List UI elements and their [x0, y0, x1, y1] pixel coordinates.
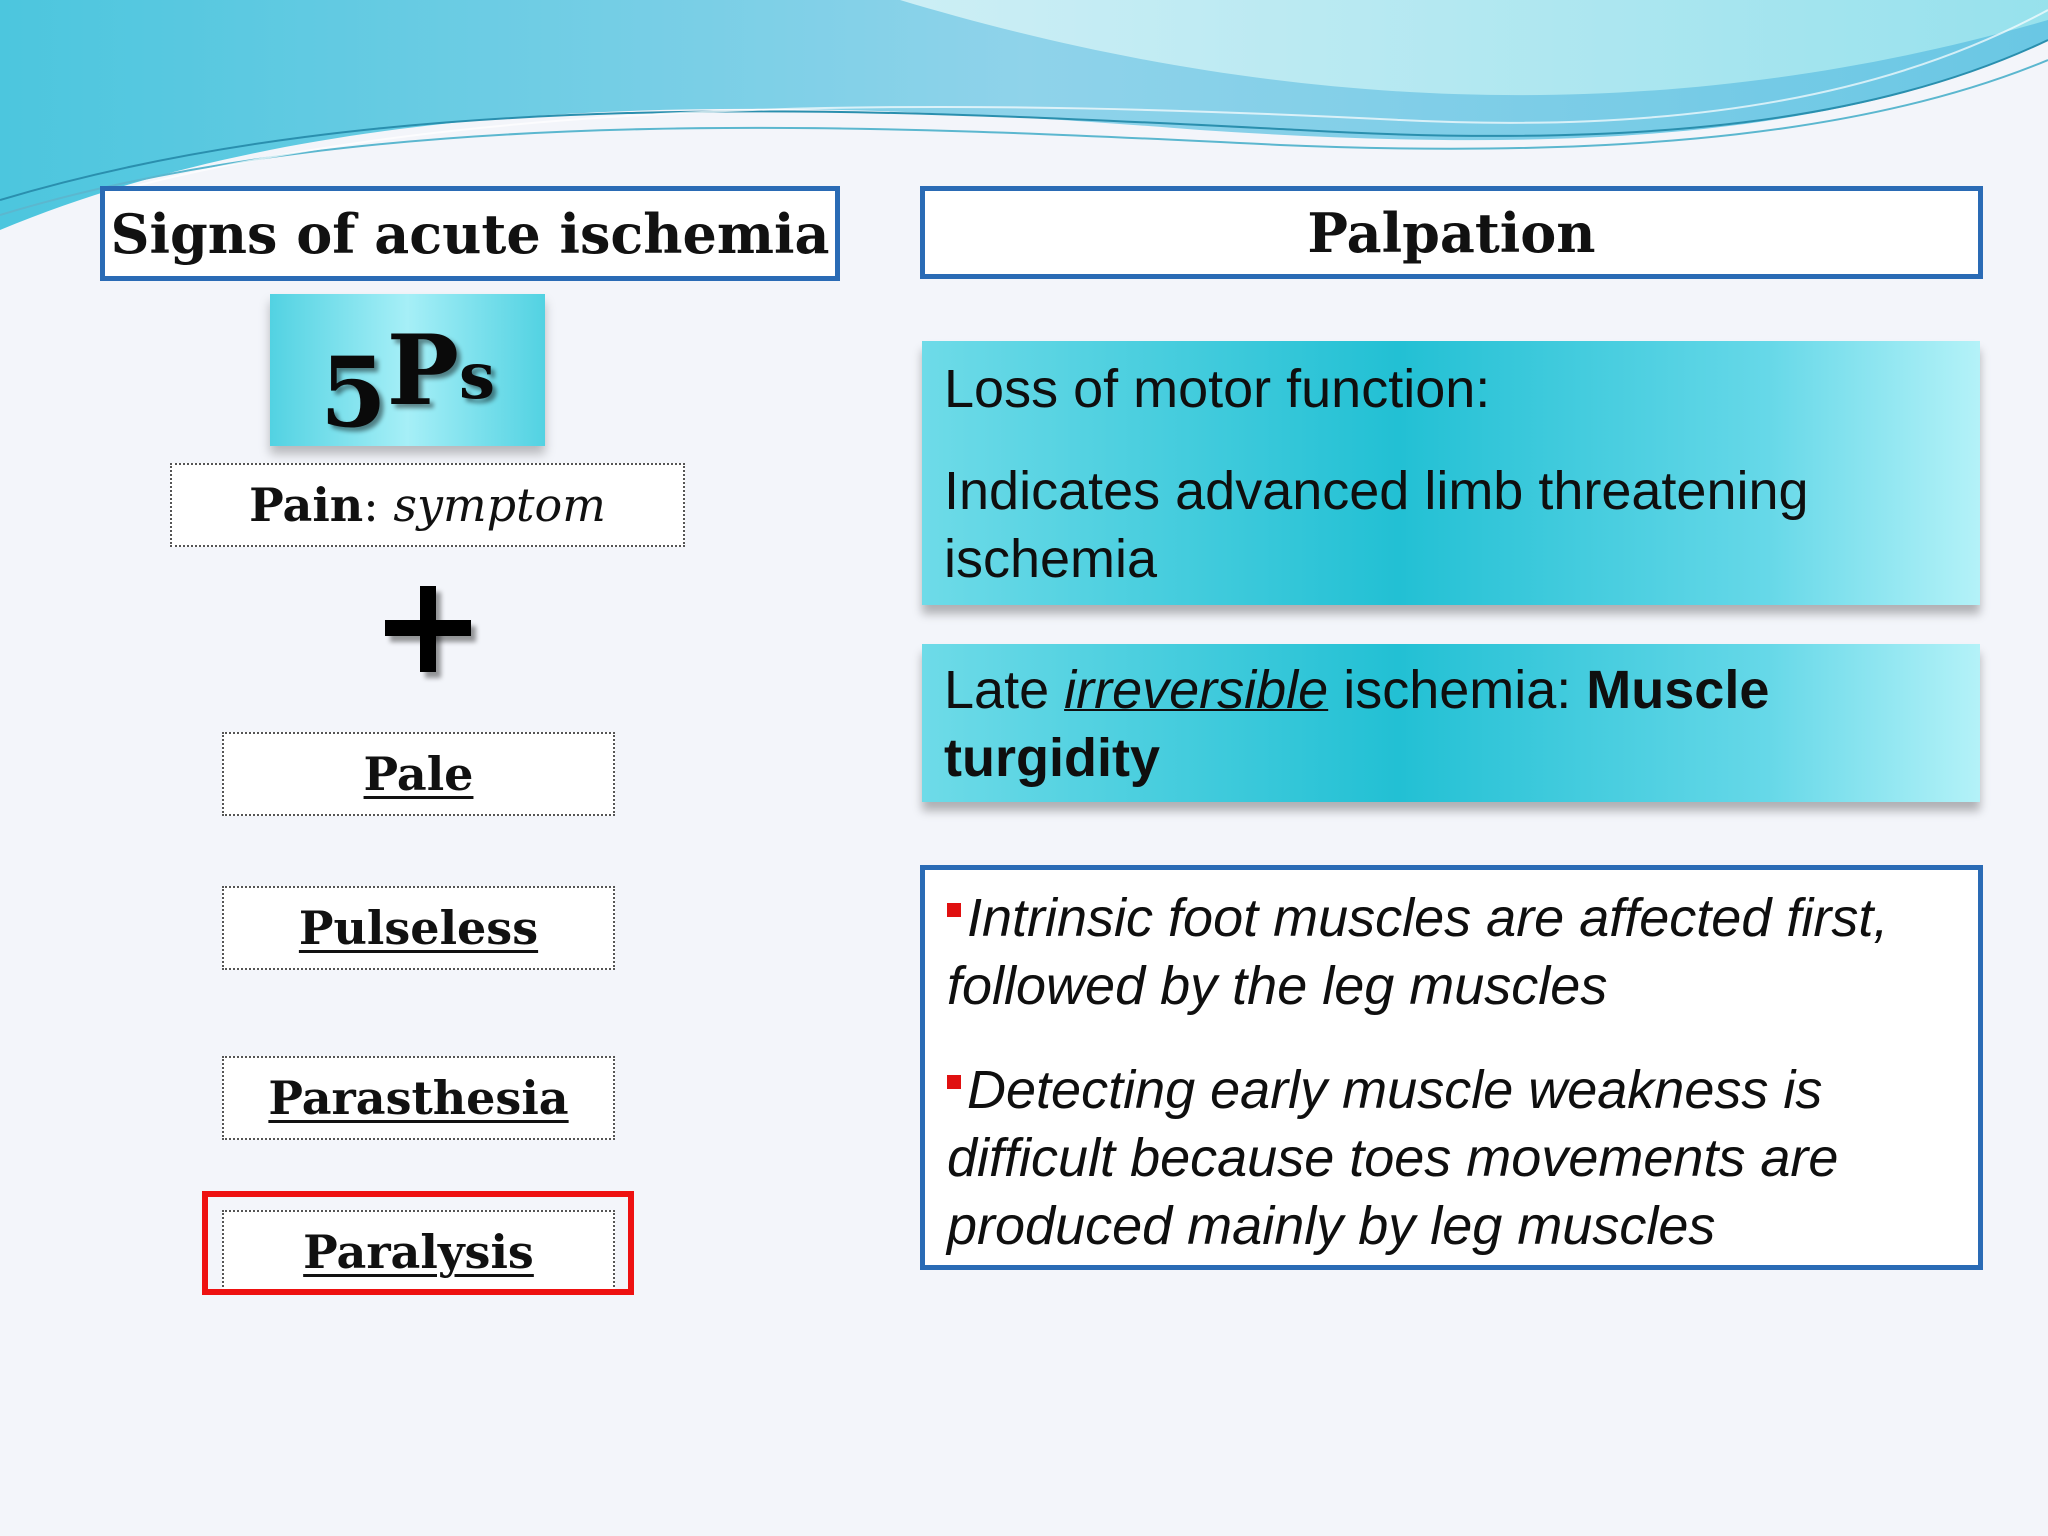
bullet-text-2: Detecting early muscle weakness is difficult because toes movements are produced mainly by leg muscles — [947, 1060, 1839, 1256]
bullet-icon — [947, 903, 961, 917]
five-ps-p: P — [386, 313, 459, 427]
motor-function-detail: Indicates advanced limb threatening ischemia — [944, 461, 1809, 589]
sign-pulseless-box — [222, 886, 615, 970]
five-ps-badge — [270, 294, 545, 449]
sign-paralysis-box — [222, 1210, 615, 1294]
pain-value: symptom — [393, 478, 606, 532]
pain-label: Pain — [249, 478, 364, 532]
late-middle: ischemia: — [1328, 660, 1587, 720]
pain-box — [170, 463, 685, 547]
sign-pale-box — [222, 732, 615, 816]
late-prefix: Late — [944, 660, 1065, 720]
sign-parasthesia-label: Parasthesia — [268, 1071, 569, 1125]
bullet-icon — [947, 1075, 961, 1089]
bullet-item-2 — [947, 1056, 1956, 1260]
motor-function-title: Loss of motor function: — [944, 359, 1491, 419]
sign-pulseless-label: Pulseless — [298, 901, 539, 955]
plus-icon — [385, 586, 471, 672]
five-ps-number: 5 — [319, 335, 387, 449]
late-bold: Muscle turgidity — [944, 660, 1770, 788]
late-ischemia-text — [944, 656, 1958, 792]
bullet-text-1: Intrinsic foot muscles are affected first, followed by the leg muscles — [947, 888, 1889, 1016]
motor-function-box — [922, 341, 1980, 605]
palpation-header — [920, 186, 1983, 279]
sign-parasthesia-box — [222, 1056, 615, 1140]
late-emphasis: irreversible — [1064, 660, 1329, 720]
late-ischemia-box — [922, 644, 1980, 802]
signs-header — [100, 186, 840, 281]
sign-pale-label: Pale — [363, 747, 474, 801]
signs-header-text: Signs of acute ischemia — [110, 201, 830, 266]
bullet-item-1 — [947, 884, 1956, 1020]
five-ps-s: s — [458, 338, 495, 414]
muscle-notes-box — [920, 865, 1983, 1270]
pain-separator: : — [363, 478, 394, 532]
sign-paralysis-label: Paralysis — [303, 1225, 534, 1279]
palpation-header-text: Palpation — [1307, 200, 1596, 265]
